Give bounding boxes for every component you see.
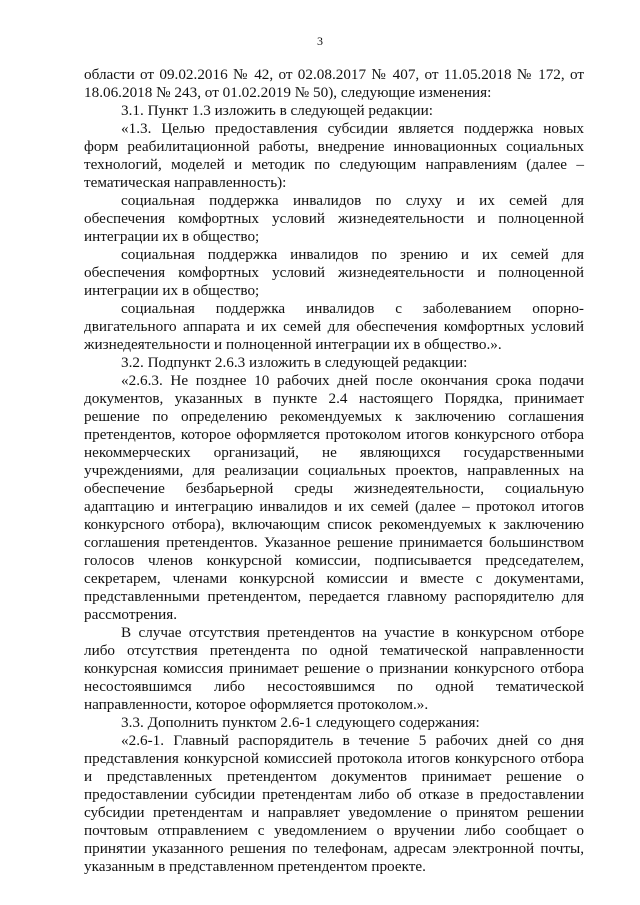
paragraph-2-6-3-decision: «2.6.3. Не позднее 10 рабочих дней после окончания срока подачи документов, указанных в пункте 2.4 настоящего Порядка, принимает решение по определению рекомендуемых к заключению соглашения претендентов, которое оформляется протоколом итогов конкурсного отбора некоммерческих организаций, не являющихся государственными учреждениями, для реализации социальных проектов, направленных на обеспечение безбарьерной среды жизнедеятельности, социальную адаптацию и интеграцию инвалидов и их семей (далее – протокол итогов конкурсного отбора), включающим список рекомендуемых к заключению соглашения претендентов. Указанное решение принимается большинством голосов членов конкурсной комиссии, подписывается председателем, секретарем, членами конкурсной комиссии и вместе с документами, представленными претендентом, передается главному распорядителю для рассмотрения. bbox=[84, 372, 584, 623]
paragraph-musculoskeletal-support: социальная поддержка инвалидов с заболеванием опорно-двигательного аппарата и их семей для обеспечения комфортных условий жизнедеятельности и полноценной интеграции их в общество.». bbox=[84, 300, 584, 353]
paragraph-vision-support: социальная поддержка инвалидов по зрению и их семей для обеспечения комфортных условий жизнедеятельности и полноценной интеграции их в общество; bbox=[84, 246, 584, 299]
paragraph-1-3-goal: «1.3. Целью предоставления субсидии является поддержка новых форм реабилитационной работы, внедрение инновационных социальных технологий, моделей и методик по следующим направлениям (далее – тематическая направленность): bbox=[84, 120, 584, 191]
page-number: 3 bbox=[317, 34, 323, 48]
paragraph-3-3-heading: 3.3. Дополнить пунктом 2.6-1 следующего содержания: bbox=[121, 714, 480, 731]
paragraph-intro-continuation: области от 09.02.2016 № 42, от 02.08.2017 № 407, от 11.05.2018 № 172, от 18.06.2018 № 243, от 01.02.2019 № 50), следующие изменения: bbox=[84, 66, 584, 101]
paragraph-3-2-heading: 3.2. Подпункт 2.6.3 изложить в следующей редакции: bbox=[121, 354, 468, 371]
paragraph-3-1-heading: 3.1. Пункт 1.3 изложить в следующей редакции: bbox=[121, 102, 434, 119]
document-body bbox=[84, 66, 584, 876]
paragraph-hearing-support: социальная поддержка инвалидов по слуху и их семей для обеспечения комфортных условий жизнедеятельности и полноценной интеграции их в общество; bbox=[84, 192, 584, 245]
paragraph-no-applicants: В случае отсутствия претендентов на участие в конкурсном отборе либо отсутствия претендента по одной тематической направленности конкурсная комиссия принимает решение о признании конкурсного отбора несостоявшимся либо несостоявшимся по одной тематической направленности, которое оформляется протоколом.». bbox=[84, 624, 584, 713]
paragraph-2-6-1-notification: «2.6-1. Главный распорядитель в течение 5 рабочих дней со дня представления конкурсной комиссией протокола итогов конкурсного отбора и представленных претендентом документов принимает решение о предоставлении субсидии претендентам либо об отказе в предоставлении субсидии претендентам и направляет уведомление о принятом решении почтовым отправлением с уведомлением о вручении либо сообщает о принятии указанного решения по телефонам, адресам электронной почты, указанным в представленном претендентом проекте. bbox=[84, 732, 584, 875]
